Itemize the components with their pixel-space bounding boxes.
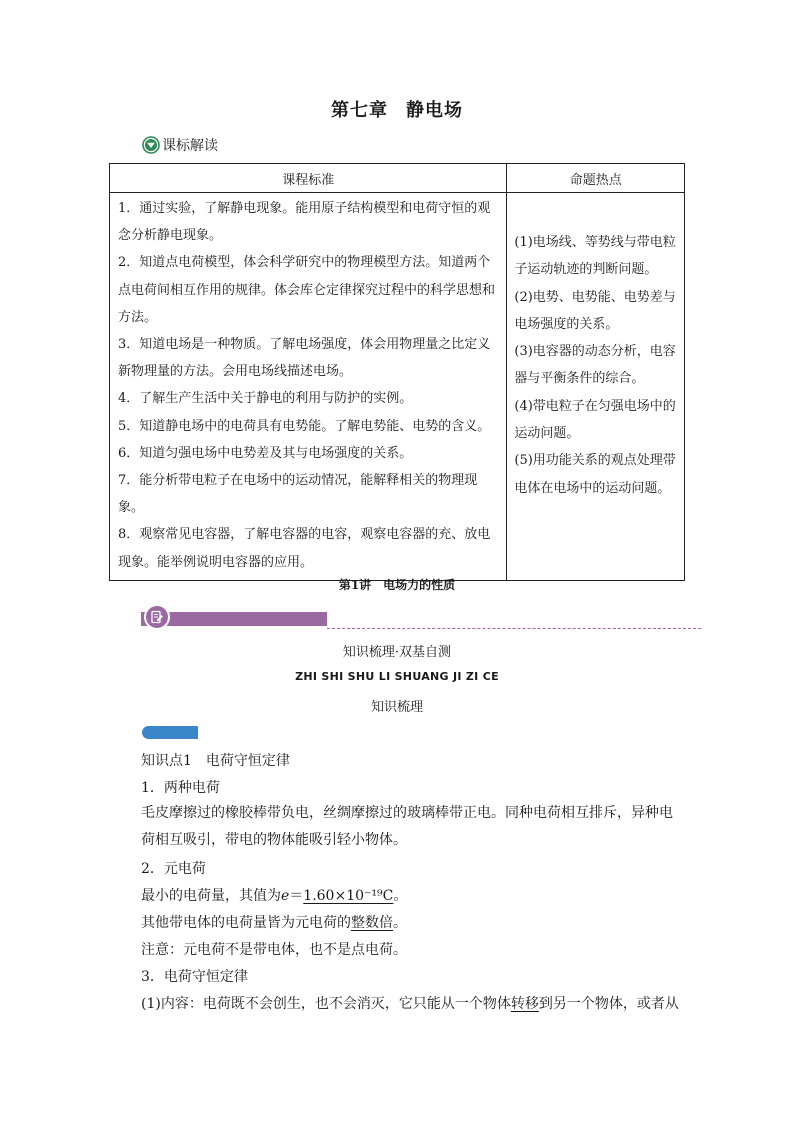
standards-cell xyxy=(110,193,507,581)
knowledge-point-heading xyxy=(141,750,290,770)
item-heading-2: 2．元电荷 xyxy=(141,861,206,877)
lecture-number: 第1讲 xyxy=(338,578,372,592)
chapter-number: 第七章 xyxy=(331,100,388,121)
chapter-title xyxy=(0,96,794,122)
standard-item: 2．知道点电荷模型，体会科学研究中的物理模型方法。知道两个点电荷间相互作用的规律。体会库仑定律探究过程中的科学思想和方法。 xyxy=(118,255,496,325)
lecture-name: 电场力的性质 xyxy=(383,578,456,592)
chapter-name: 静电场 xyxy=(406,100,463,121)
standard-item: 5．知道静电场中的电荷具有电势能。了解电势能、电势的含义。 xyxy=(118,418,491,434)
hotspot-item: (5)用功能关系的观点处理带电体在电场中的运动问题。 xyxy=(514,453,676,496)
standard-item: 4．了解生产生活中关于静电的利用与防护的实例。 xyxy=(118,391,413,407)
paragraph-conservation-content: (1)内容：电荷既不会创生，也不会消灭，它只能从一个物体转移到另一个物体，或者从 xyxy=(141,996,679,1012)
hotspot-item: (2)电势、电势能、电势差与电场强度的关系。 xyxy=(514,289,676,332)
knowledge-point-label: 知识点1 xyxy=(141,753,192,769)
transfer-term: 转移 xyxy=(510,996,539,1012)
paragraph-elementary-charge: 最小的电荷量，其值为e＝1.60×10⁻¹⁹C。 xyxy=(141,888,408,904)
integer-multiple-term: 整数倍 xyxy=(351,915,393,931)
hotspots-cell xyxy=(507,193,685,581)
banner-dashed-line xyxy=(327,628,701,629)
hotspot-item: (1)电场线、等势线与带电粒子运动轨迹的判断问题。 xyxy=(514,235,676,278)
standard-item: 3．知道电场是一种物质。了解电场强度，体会用物理量之比定义新物理量的方法。会用电场线描述电场。 xyxy=(118,337,491,380)
header-hotspot: 命题热点 xyxy=(507,164,685,193)
notebook-pen-icon xyxy=(144,604,170,630)
kebiao-label: 课标解读 xyxy=(162,138,218,154)
hotspot-item: (4)带电粒子在匀强电场中的运动问题。 xyxy=(514,398,676,442)
down-triangle-circle-icon xyxy=(142,136,160,154)
section-pinyin: ZHI SHI SHU LI SHUANG JI ZI CE xyxy=(295,670,499,683)
lecture-title xyxy=(0,576,794,593)
item-heading-1: 1．两种电荷 xyxy=(141,780,220,796)
elementary-charge-value: 1.60×10⁻¹⁹C xyxy=(303,888,394,904)
standard-item: 1．通过实验，了解静电现象。能用原子结构模型和电荷守恒的观念分析静电现象。 xyxy=(118,201,491,244)
symbol-e: e xyxy=(281,888,290,904)
item-heading-3: 3．电荷守恒定律 xyxy=(141,969,248,985)
curriculum-table xyxy=(109,163,685,581)
standard-item: 8．观察常见电容器，了解电容器的电容，观察电容器的充、放电现象。能举例说明电容器的应用。 xyxy=(118,527,491,570)
standard-item: 6．知道匀强电场中电势差及其与电场强度的关系。 xyxy=(118,445,413,461)
paragraph-note: 注意：元电荷不是带电体，也不是点电荷。 xyxy=(141,942,407,958)
standard-item: 7．能分析带电粒子在电场中的运动情况，能解释相关的物理现象。 xyxy=(118,473,478,516)
knowledge-point-title: 电荷守恒定律 xyxy=(205,753,290,769)
hotspot-item: (3)电容器的动态分析，电容器与平衡条件的综合。 xyxy=(514,344,676,387)
kebiao-heading xyxy=(142,135,218,155)
section-title: 知识梳理·双基自测 xyxy=(342,645,452,660)
paragraph-integer-multiple: 其他带电体的电荷量皆为元电荷的整数倍。 xyxy=(141,915,407,931)
section-banner xyxy=(141,604,701,632)
section-subtitle: 知识梳理 xyxy=(370,700,423,715)
header-standard: 课程标准 xyxy=(110,164,507,193)
paragraph-two-charges: 毛皮摩擦过的橡胶棒带负电，丝绸摩擦过的玻璃棒带正电。同种电荷相互排斥，异种电荷相互吸引，带电的物体能吸引轻小物体。 xyxy=(141,805,673,848)
knowledge-point-tag xyxy=(142,726,198,739)
